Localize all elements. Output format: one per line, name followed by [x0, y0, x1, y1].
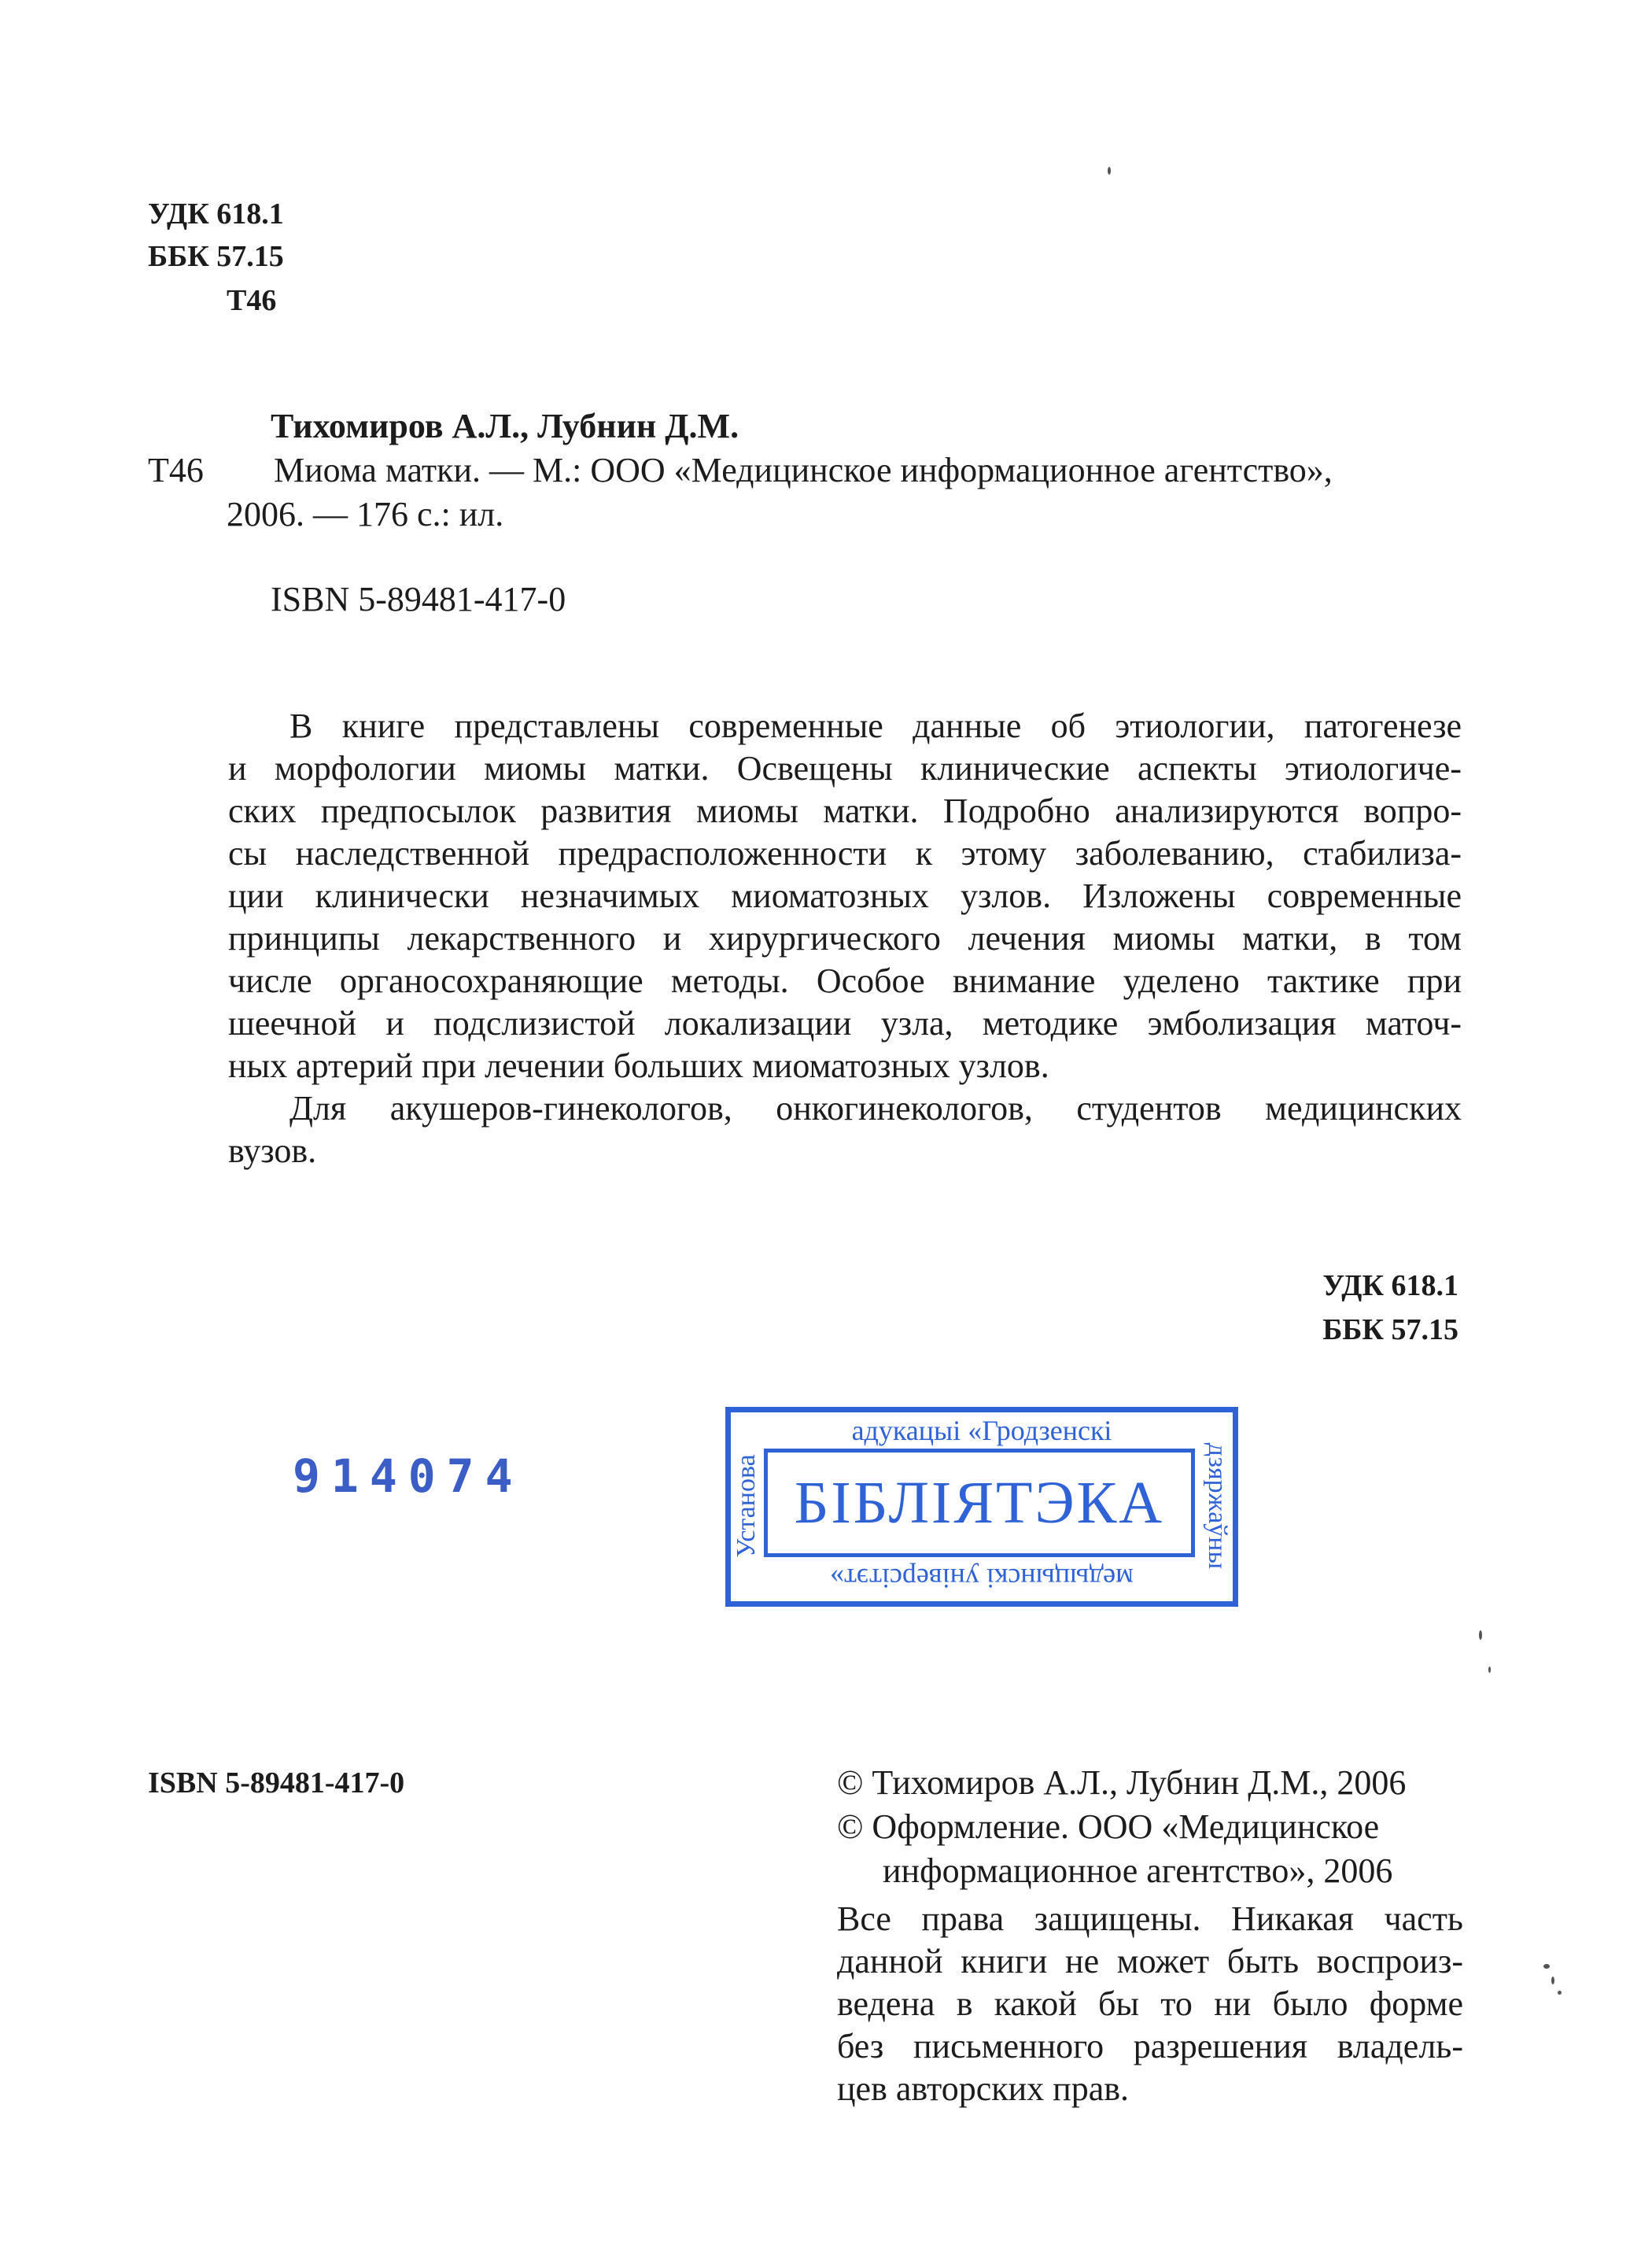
library-stamp	[725, 1407, 1238, 1607]
rights-line: ведена в какой бы то ни было форме	[837, 1984, 1463, 2023]
stamp-main-text: БІБЛІЯТЭКА	[794, 1470, 1165, 1536]
copyright-authors: © Тихомиров А.Л., Лубнин Д.М., 2006	[837, 1763, 1407, 1802]
abstract-line: числе органосохраняющие методы. Особое внимание уделено тактике при	[228, 962, 1462, 1000]
scan-speck	[1108, 167, 1111, 175]
audience-line: Для акушеров-гинекологов, онкогинекологов, студентов медицинских	[289, 1089, 1462, 1128]
abstract-line: ских предпосылок развития миомы матки. Подробно анализируются вопро-	[228, 792, 1462, 830]
scan-speck	[1479, 1630, 1482, 1640]
scan-speck	[1488, 1667, 1491, 1673]
audience-line: вузов.	[228, 1131, 317, 1170]
rights-line: Все права защищены. Никакая часть	[837, 1899, 1463, 1938]
stamp-top-text: адукацыі «Гродзенскі	[851, 1415, 1112, 1446]
code-top: Т46	[227, 284, 277, 317]
rights-line: данной книги не может быть воспроиз-	[837, 1942, 1463, 1980]
footer-isbn: ISBN 5-89481-417-0	[148, 1766, 405, 1800]
authors: Тихомиров А.Л., Лубнин Д.М.	[271, 407, 739, 445]
abstract-line: шеечной и подслизистой локализации узла, методике эмболизация маточ-	[228, 1004, 1462, 1043]
abstract-line: ных артерий при лечении больших миоматозных узлов.	[228, 1046, 1049, 1085]
stamp-left-text: Установа	[732, 1454, 761, 1558]
stamp-right-text: дзяржаўны	[1203, 1442, 1232, 1570]
record-isbn: ISBN 5-89481-417-0	[271, 580, 566, 618]
stamp-bottom-text: медыцынскі універсітэт»	[830, 1563, 1134, 1594]
copyright-design: © Оформление. ООО «Медицинское	[837, 1807, 1380, 1846]
record-code: Т46	[148, 451, 204, 489]
bbk-bottom: ББК 57.15	[1322, 1313, 1458, 1346]
record-line-2: 2006. — 176 с.: ил.	[227, 495, 504, 533]
udk-bottom: УДК 618.1	[1322, 1269, 1458, 1302]
bbk-top: ББК 57.15	[148, 240, 284, 273]
scan-speck	[1543, 1964, 1550, 1969]
rights-notice	[837, 1898, 1463, 2110]
scan-speck	[1551, 1977, 1554, 1984]
record-line-1: Миома матки. — М.: ООО «Медицинское информационное агентство»,	[274, 451, 1333, 489]
rights-line: цев авторских прав.	[837, 2069, 1130, 2108]
abstract-line: принципы лекарственного и хирургического лечения миомы матки, в том	[228, 919, 1462, 958]
abstract-line: сы наследственной предрасположенности к этому заболеванию, стабилиза-	[228, 834, 1462, 873]
udk-top: УДК 618.1	[148, 197, 284, 231]
copyright-design-cont: информационное агентство», 2006	[883, 1851, 1393, 1890]
abstract	[228, 705, 1462, 1172]
abstract-line: ции клинически незначимых миоматозных узлов. Изложены современные	[228, 877, 1462, 915]
abstract-line: и морфологии миомы матки. Освещены клинические аспекты этиологиче-	[228, 749, 1462, 788]
inventory-number: 914074	[293, 1449, 524, 1503]
scan-speck	[1558, 1991, 1562, 1995]
rights-line: без письменного разрешения владель-	[837, 2027, 1463, 2065]
abstract-line: В книге представлены современные данные об этиологии, патогенезе	[289, 707, 1462, 745]
